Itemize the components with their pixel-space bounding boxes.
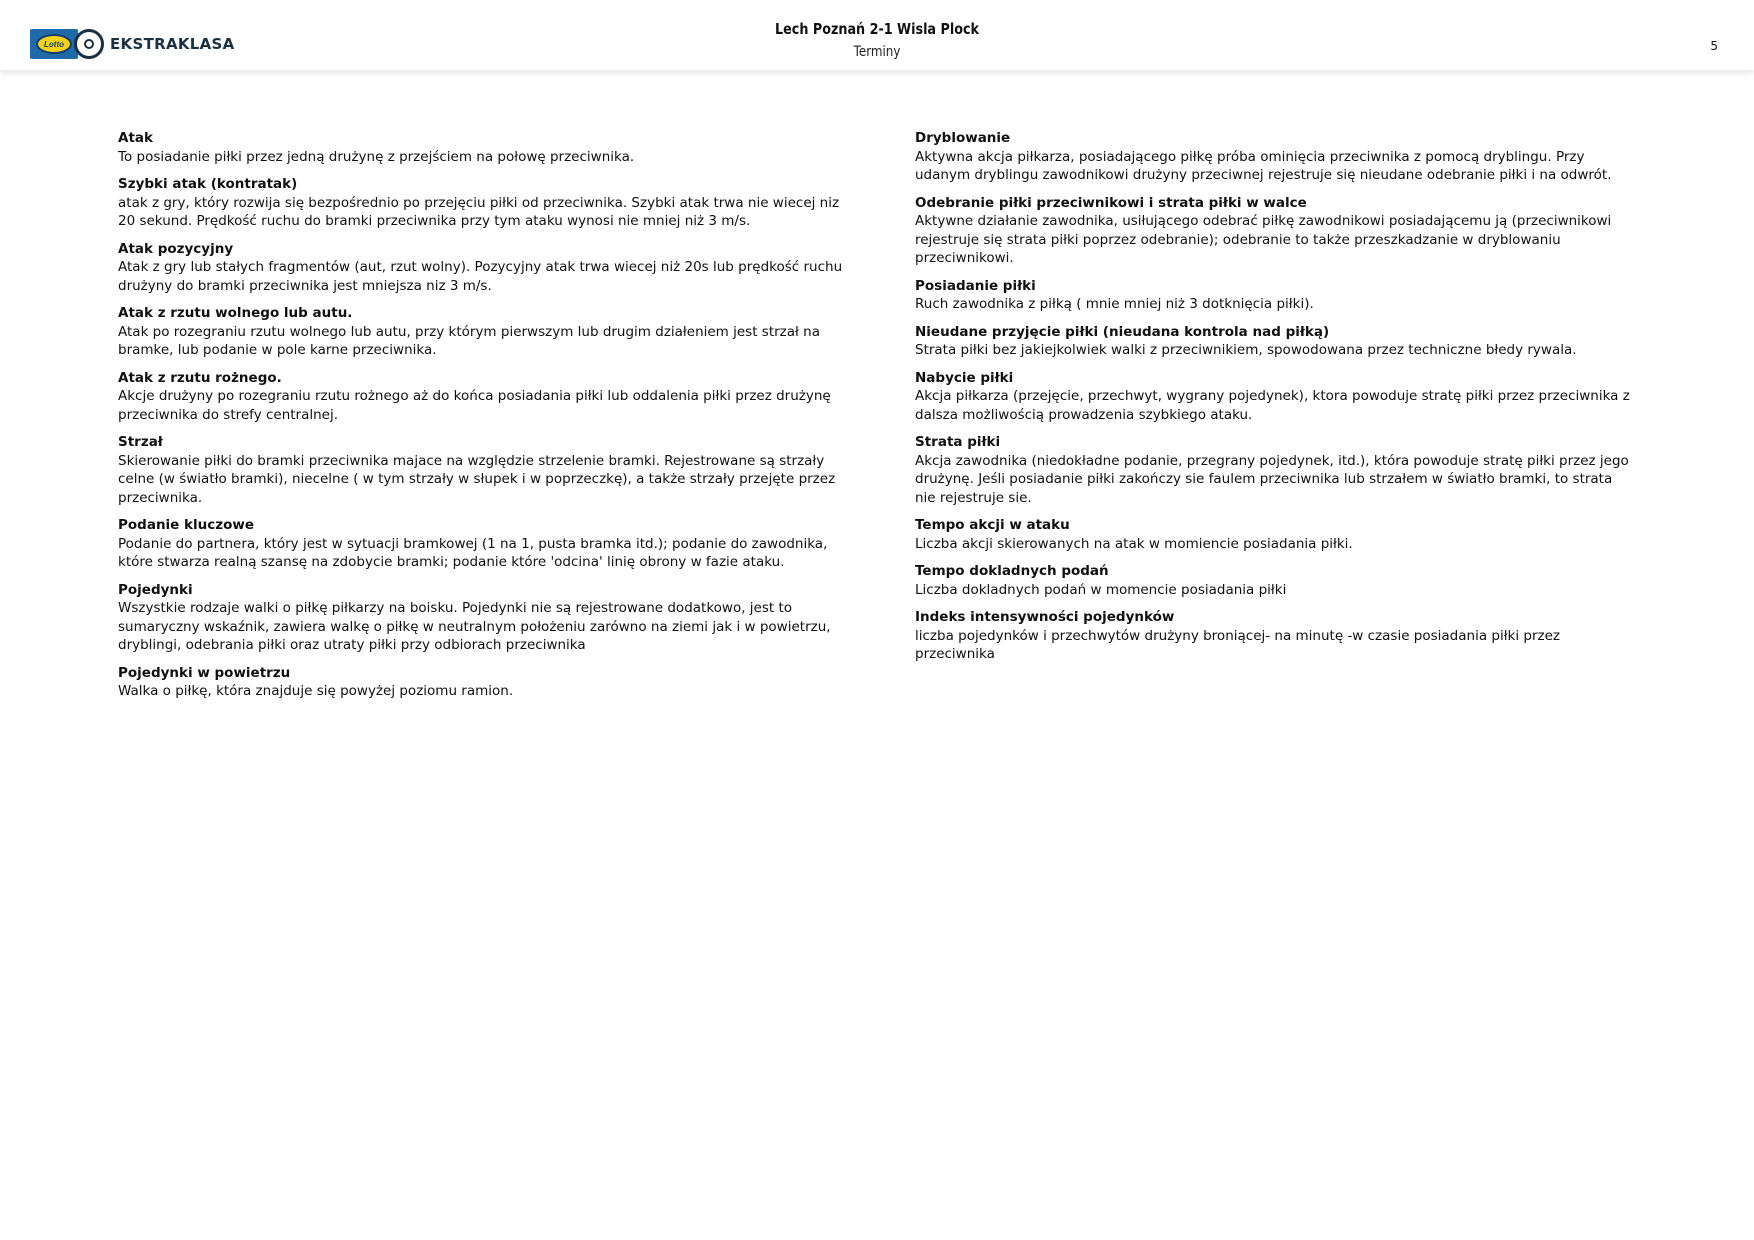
- term-title: Nabycie piłki: [915, 369, 1014, 386]
- term-title: Pojedynki w powietrzu: [118, 664, 291, 681]
- term-title: Strzał: [118, 434, 163, 450]
- page-title: Lech Poznań 2-1 Wisla Plock: [775, 20, 979, 38]
- term-entry: [915, 433, 1635, 507]
- term-entry: [118, 516, 843, 572]
- term-entry: [915, 323, 1635, 360]
- term-title: Pojedynki: [118, 581, 193, 598]
- term-entry: [118, 581, 843, 655]
- ball-icon: [74, 29, 104, 59]
- term-entry: [915, 129, 1635, 185]
- term-entry: [118, 664, 843, 701]
- term-description: Atak z gry lub stałych fragmentów (aut, rzut wolny). Pozycyjny atak trwa wiecej niż 20s lub prędkość ruchu drużyny do bramki przeciwnika jest mniejsza niz 3 m/s.: [118, 259, 843, 294]
- term-description: To posiadanie piłki przez jedną drużynę z przejściem na połowę przeciwnika.: [118, 148, 635, 165]
- term-entry: [915, 516, 1635, 553]
- term-description: Liczba dokladnych podań w momencie posiadania piłki: [915, 581, 1287, 598]
- term-title: Nieudane przyjęcie piłki (nieudana kontrola nad piłką): [915, 323, 1330, 340]
- term-description: atak z gry, który rozwija się bezpośrednio po przejęciu piłki od przeciwnika. Szybki atak trwa nie wiecej niz 20 sekund. Prędkość ruchu do bramki przeciwnika przy tym ataku wynosi nie mniej niż 3 m/s.: [118, 194, 840, 229]
- term-description: Strata piłki bez jakiejkolwiek walki z przeciwnikiem, spowodowana przez techniczne błedy rywala.: [915, 342, 1577, 358]
- left-terms-column: [118, 129, 843, 710]
- term-title: Indeks intensywności pojedynków: [915, 609, 1175, 625]
- term-title: Posiadanie piłki: [915, 277, 1036, 294]
- term-entry: [915, 608, 1635, 664]
- term-description: Akcje drużyny po rozegraniu rzutu rożnego aż do końca posiadania piłki lub oddalenia piłki przez drużynę przeciwnika do strefy centralnej.: [118, 388, 831, 423]
- term-entry: [915, 277, 1635, 314]
- term-entry: [118, 129, 843, 166]
- term-title: Tempo akcji w ataku: [915, 517, 1070, 533]
- term-title: Odebranie piłki przeciwnikowi i strata piłki w walce: [915, 194, 1307, 211]
- term-description: Skierowanie piłki do bramki przeciwnika majace na względzie strzelenie bramki. Rejestrowane są strzały celne (w światło bramki), niecelne ( w tym strzały w słupek i w poprzeczkę), a także strzały przejęte przez przeciwnika.: [118, 452, 836, 506]
- term-entry: [915, 369, 1635, 425]
- logo-text: EKSTRAKLASA: [110, 35, 235, 53]
- page-subtitle: Terminy: [853, 44, 901, 60]
- term-title: Atak: [118, 130, 153, 146]
- term-description: Akcja zawodnika (niedokładne podanie, przegrany pojedynek, itd.), która powoduje stratę piłki przez jego drużynę. Jeśli posiadanie piłki zakończy sie faulem przeciwnika lub strzałem w światło bramki, to strata nie rejestruje sie.: [915, 452, 1629, 506]
- lotto-badge-icon: [30, 29, 78, 59]
- term-title: Strata piłki: [915, 434, 1001, 450]
- term-description: Wszystkie rodzaje walki o piłkę piłkarzy na boisku. Pojedynki nie są rejestrowane dodatkowo, jest to sumaryczny wskaźnik, zawiera walkę o piłkę w neutralnym położeniu zarówno na ziemi jak i w powietrzu, dryblingi, odebrania piłki oraz utraty piłki przy odbiorach przeciwnika: [118, 600, 831, 653]
- term-title: Dryblowanie: [915, 130, 1011, 146]
- page-number: 5: [1710, 39, 1718, 53]
- term-entry: [118, 304, 843, 360]
- term-entry: [118, 175, 843, 231]
- term-title: Atak z rzutu rożnego.: [118, 369, 282, 386]
- term-description: Atak po rozegraniu rzutu wolnego lub autu, przy którym pierwszym lub drugim działeniem jest strzał na bramke, lub podanie w pole karne przeciwnika.: [118, 323, 820, 358]
- term-description: Walka o piłkę, która znajduje się powyżej poziomu ramion.: [118, 683, 514, 699]
- term-description: Akcja piłkarza (przejęcie, przechwyt, wygrany pojedynek), ktora powoduje stratę piłki przez przeciwnika z dalsza możliwością prowadzenia szybkiego ataku.: [915, 388, 1630, 423]
- term-entry: [118, 433, 843, 507]
- term-entry: [118, 240, 843, 296]
- term-description: Podanie do partnera, który jest w sytuacji bramkowej (1 na 1, pusta bramka itd.); podanie do zawodnika, które stwarza realną szansę na zdobycie bramki; podanie które 'odcina' linię obrony w fazie ataku.: [118, 535, 828, 570]
- right-terms-column: [915, 129, 1635, 673]
- term-description: Aktywna akcja piłkarza, posiadającego piłkę próba ominięcia przeciwnika z pomocą dryblingu. Przy udanym dryblingu zawodnikowi drużyny przeciwnej rejestruje się nieudane odebranie piłki i na odwrót.: [915, 148, 1612, 183]
- term-title: Tempo dokladnych podań: [915, 563, 1109, 579]
- term-description: Ruch zawodnika z piłką ( mnie mniej niż 3 dotknięcia piłki).: [915, 296, 1314, 312]
- term-entry: [915, 562, 1635, 599]
- lotto-badge-text: Lotto: [36, 34, 72, 54]
- term-description: Aktywne działanie zawodnika, usiłującego odebrać piłkę zawodnikowi posiadającemu ją (przeciwnikowi rejestruje się strata piłki poprzez odebranie); odebranie to także przeszkadzanie w dryblowaniu przeciwnikowi.: [915, 213, 1612, 266]
- term-entry: [915, 194, 1635, 268]
- page-header: [0, 0, 1754, 70]
- term-entry: [118, 369, 843, 425]
- term-title: Szybki atak (kontratak): [118, 176, 298, 192]
- term-description: Liczba akcji skierowanych na atak w momiencie posiadania piłki.: [915, 535, 1353, 552]
- term-description: liczba pojedynków i przechwytów drużyny broniącej- na minutę -w czasie posiadania piłki przez przeciwnika: [915, 627, 1561, 662]
- term-title: Atak z rzutu wolnego lub autu.: [118, 305, 353, 321]
- term-title: Podanie kluczowe: [118, 517, 255, 533]
- term-title: Atak pozycyjny: [118, 240, 234, 257]
